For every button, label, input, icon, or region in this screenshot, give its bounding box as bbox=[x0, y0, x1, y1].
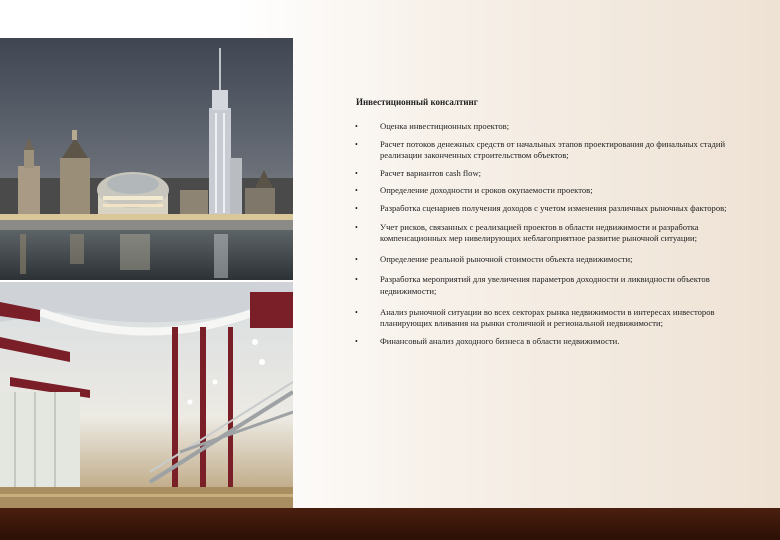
list-item: • Определение реальной рыночной стоимости объекта недвижимости; bbox=[355, 253, 633, 264]
list-item: • Определение доходности и сроков окупаемости проектов; bbox=[355, 185, 593, 196]
list-item: • Расчет вариантов cash flow; bbox=[355, 167, 482, 178]
bullet-icon: • bbox=[355, 168, 358, 178]
bullet-icon: • bbox=[355, 336, 358, 346]
bullet-icon: • bbox=[355, 307, 358, 317]
bullet-icon: • bbox=[355, 275, 358, 285]
list-item: • Анализ рыночной ситуации во всех секторах рынка недвижимости в интересах инвесторов планирующих вливания на рынки столичной и региональной недвижимости; bbox=[355, 306, 715, 329]
bullet-icon: • bbox=[355, 122, 358, 131]
bullet-icon: • bbox=[355, 254, 358, 264]
bullet-icon: • bbox=[355, 222, 358, 232]
bullet-icon: • bbox=[355, 139, 358, 149]
bullet-icon: • bbox=[355, 203, 358, 213]
list-item: • Учет рисков, связанных с реализацией проектов в области недвижимости и разработка компенсационных мер нивелирующих неблагоприятное развитие рыночной ситуации; bbox=[355, 221, 699, 244]
content-panel bbox=[355, 97, 760, 347]
list-item: • Разработка сценариев получения доходов с учетом изменения различных рыночных факторов; bbox=[355, 202, 727, 213]
footer-bar bbox=[0, 508, 780, 540]
service-list bbox=[355, 121, 760, 347]
list-item: • Финансовый анализ доходного бизнеса в области недвижимости. bbox=[355, 335, 620, 346]
list-item: • Оценка инвестиционных проектов; bbox=[355, 121, 510, 131]
list-item: • Расчет потоков денежных средств от начальных этапов проектирования до финальных стадий реализации законченных строительством объектов; bbox=[355, 138, 726, 161]
list-item: • Разработка мероприятий для увеличения параметров доходности и ликвидности объектов недвижимости; bbox=[355, 274, 710, 296]
atrium-interior-photo bbox=[0, 282, 293, 508]
bullet-icon: • bbox=[355, 186, 358, 196]
city-skyline-photo bbox=[0, 38, 293, 280]
slide-title: Инвестиционный консалтинг bbox=[356, 97, 478, 107]
